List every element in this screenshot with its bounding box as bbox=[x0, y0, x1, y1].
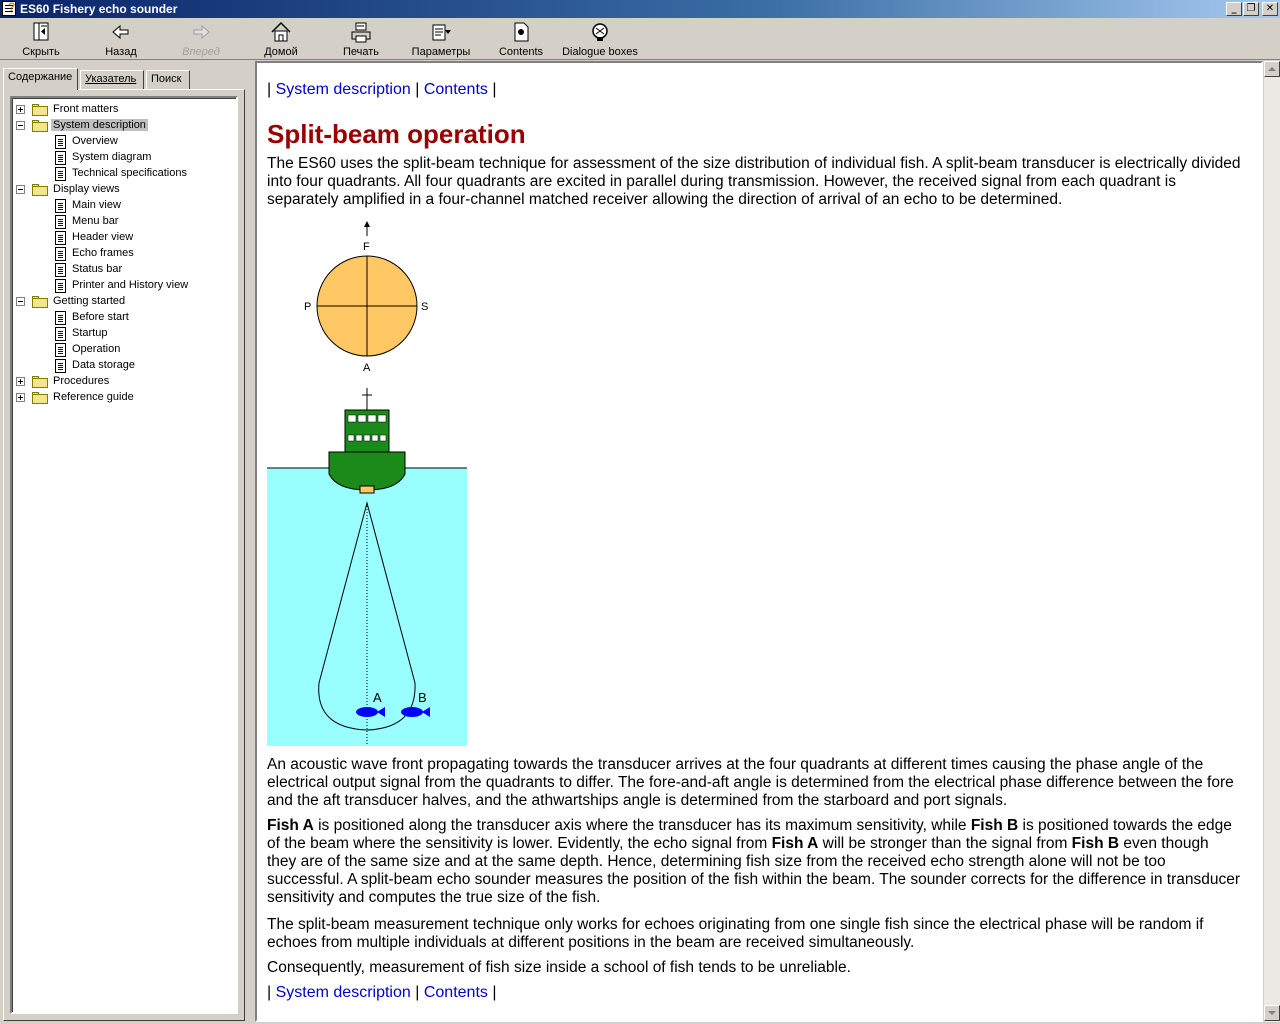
tree-item[interactable] bbox=[12, 102, 232, 118]
nav-separator: | bbox=[267, 984, 272, 1001]
minimize-button[interactable]: _ bbox=[1226, 2, 1242, 16]
page-icon bbox=[55, 327, 66, 341]
nav-separator: | bbox=[267, 81, 272, 98]
scroll-up-button[interactable] bbox=[1264, 61, 1280, 77]
tree-item-label: Technical specifications bbox=[72, 167, 187, 179]
tree-item-label: Operation bbox=[72, 343, 121, 355]
conclusion-paragraph: Consequently, measurement of fish size inside a school of fish tends to be unreliable. bbox=[267, 959, 851, 976]
tab-index-label: Указатель bbox=[85, 73, 137, 85]
tab-index[interactable] bbox=[80, 70, 144, 89]
page-title: Split-beam operation bbox=[267, 119, 526, 149]
page-icon bbox=[55, 311, 66, 325]
collapse-minus-icon[interactable] bbox=[16, 297, 25, 306]
tree-item[interactable] bbox=[12, 374, 232, 390]
folder-icon bbox=[32, 120, 48, 132]
tab-search[interactable] bbox=[146, 70, 190, 89]
tree-item[interactable] bbox=[12, 214, 232, 230]
fish-text-3: will be stronger than the signal from bbox=[818, 835, 1072, 852]
page-icon bbox=[55, 247, 66, 261]
tree-item-label: System description bbox=[53, 119, 146, 131]
wave-front-paragraph: An acoustic wave front propagating towards the transducer arrives at the four quadrants at different times causing the phase angle of the electrical output signal from the quadrants to differ. The fore-and-aft angle is determined from the electrical phase difference between the fore and the aft transducer halves, and the athwartships angle is determined from the starboard and port signals. bbox=[267, 756, 1234, 809]
fish-text-1: is positioned along the transducer axis where the transducer has its maximum sensitivity, while bbox=[313, 817, 971, 834]
options-label: Параметры bbox=[411, 46, 471, 58]
contents-button[interactable] bbox=[494, 20, 548, 58]
label-aft: A bbox=[363, 362, 371, 374]
page-icon bbox=[55, 151, 66, 165]
nav-separator: | bbox=[415, 81, 420, 98]
home-button[interactable] bbox=[254, 20, 308, 58]
page-icon bbox=[55, 279, 66, 293]
tree-item[interactable] bbox=[12, 342, 232, 358]
tree-item-label: Overview bbox=[72, 135, 118, 147]
tree-item[interactable] bbox=[12, 198, 232, 214]
fish-a-bold: Fish A bbox=[267, 817, 314, 834]
folder-icon bbox=[32, 376, 48, 388]
back-arrow-icon bbox=[109, 20, 133, 44]
label-starboard: S bbox=[421, 301, 429, 313]
help-app-icon bbox=[2, 1, 16, 16]
tab-contents-label: Содержание bbox=[8, 71, 73, 83]
tree-item[interactable] bbox=[12, 278, 232, 294]
label-port: P bbox=[304, 301, 312, 313]
contents-label: Contents bbox=[498, 46, 544, 58]
tree-item-label: Menu bar bbox=[72, 215, 119, 227]
pane-splitter[interactable] bbox=[248, 61, 255, 1024]
tree-item-label: Before start bbox=[72, 311, 129, 323]
fore-arrow-head bbox=[364, 221, 370, 227]
tree-item-label: Header view bbox=[72, 231, 134, 243]
system-description-link[interactable]: System description bbox=[275, 984, 411, 1001]
tree-item-label: Main view bbox=[72, 199, 121, 211]
collapse-minus-icon[interactable] bbox=[16, 185, 25, 194]
tree-item-label: Printer and History view bbox=[72, 279, 189, 291]
toolbar bbox=[0, 18, 1280, 60]
fish-a-bold-2: Fish A bbox=[771, 835, 819, 852]
tree-item[interactable] bbox=[12, 182, 232, 198]
print-label: Печать bbox=[342, 46, 380, 58]
page-icon bbox=[55, 263, 66, 277]
tab-search-label: Поиск bbox=[151, 73, 182, 85]
home-icon bbox=[269, 20, 293, 44]
navigation-pane bbox=[0, 61, 248, 1024]
transducer bbox=[360, 486, 374, 493]
expand-plus-icon[interactable] bbox=[16, 105, 25, 114]
nav-separator: | bbox=[415, 984, 420, 1001]
page-icon bbox=[55, 343, 66, 357]
split-beam-figure bbox=[267, 218, 467, 748]
collapse-minus-icon[interactable] bbox=[16, 121, 25, 130]
bottom-nav-links bbox=[267, 984, 497, 1002]
hide-pane-icon bbox=[29, 20, 53, 44]
tree-item[interactable] bbox=[12, 262, 232, 278]
fish-b-bold-2: Fish B bbox=[1071, 835, 1120, 852]
back-label: Назад bbox=[105, 46, 137, 58]
forward-label: Вперед bbox=[182, 46, 220, 58]
fish-b-label: B bbox=[418, 690, 427, 705]
nav-separator: | bbox=[492, 984, 497, 1001]
tree-item[interactable] bbox=[12, 118, 232, 134]
top-nav-links bbox=[267, 81, 497, 99]
tree-item[interactable] bbox=[12, 246, 232, 262]
home-label: Домой bbox=[264, 46, 298, 58]
tree-item-label: Startup bbox=[72, 327, 108, 339]
contents-tree[interactable] bbox=[10, 96, 238, 1014]
forward-arrow-icon bbox=[189, 20, 213, 44]
fish-comparison-paragraph bbox=[267, 817, 1242, 907]
fish-text-4: even though they are of the same size and at the same depth. Hence, determining fish size from the received echo strength alone will not be too successful. A split-beam echo sounder measures the position of the fish within the beam. The sounder corrects for the difference in transducer sensitivity and computes the true size of the fish. bbox=[267, 835, 1241, 906]
print-button[interactable] bbox=[334, 20, 388, 58]
dialogue-icon bbox=[588, 20, 612, 44]
expand-plus-icon[interactable] bbox=[16, 393, 25, 402]
tree-item[interactable] bbox=[12, 294, 232, 310]
folder-icon bbox=[32, 104, 48, 116]
restore-button[interactable]: ❐ bbox=[1243, 2, 1259, 16]
expand-plus-icon[interactable] bbox=[16, 377, 25, 386]
dialogue-boxes-button[interactable] bbox=[560, 20, 640, 58]
tree-item-label: Procedures bbox=[53, 375, 110, 387]
content-scrollbar[interactable] bbox=[1263, 61, 1280, 1022]
page-icon bbox=[55, 359, 66, 373]
system-description-link[interactable]: System description bbox=[275, 81, 411, 98]
page-icon bbox=[55, 135, 66, 149]
dialogue-label: Dialogue boxes bbox=[562, 46, 638, 58]
tree-item[interactable] bbox=[12, 310, 232, 326]
intro-paragraph: The ES60 uses the split-beam technique for assessment of the size distribution of individual fish. A split-beam transducer is electrically divided into four quadrants. All four quadrants are excited in parallel during transmission. However, the received signal from each quadrant is separately amplified in a four-channel matched receiver allowing the direction of arrival of an echo to be determined. bbox=[267, 155, 1241, 208]
tree-item-label: Echo frames bbox=[72, 247, 134, 259]
tree-item-label: System diagram bbox=[72, 151, 152, 163]
page-icon bbox=[55, 231, 66, 245]
fish-a-label: A bbox=[373, 690, 382, 705]
tree-item[interactable] bbox=[12, 358, 232, 374]
page-icon bbox=[55, 215, 66, 229]
folder-icon bbox=[32, 392, 48, 404]
folder-icon bbox=[32, 296, 48, 308]
printer-icon bbox=[349, 20, 373, 44]
close-button[interactable]: ✕ bbox=[1262, 2, 1278, 16]
page-icon bbox=[55, 167, 66, 181]
hide-label: Скрыть bbox=[22, 46, 60, 58]
tab-contents[interactable] bbox=[3, 68, 78, 90]
tree-item-label: Status bar bbox=[72, 263, 123, 275]
forward-button[interactable] bbox=[174, 20, 228, 58]
fish-b-bold: Fish B bbox=[970, 817, 1019, 834]
topic-content bbox=[255, 61, 1263, 1022]
tree-item[interactable] bbox=[12, 150, 232, 166]
tree-item-label: Display views bbox=[53, 183, 120, 195]
scroll-down-button[interactable] bbox=[1264, 1005, 1280, 1021]
back-button[interactable] bbox=[94, 20, 148, 58]
contents-link[interactable]: Contents bbox=[423, 81, 488, 98]
tree-item-label: Front matters bbox=[53, 103, 119, 115]
folder-icon bbox=[32, 184, 48, 196]
tree-item-label: Getting started bbox=[53, 295, 126, 307]
vessel-hull bbox=[329, 452, 405, 490]
document-icon bbox=[509, 20, 533, 44]
options-icon bbox=[429, 20, 453, 44]
measurement-paragraph: The split-beam measurement technique only works for echoes originating from one single fish since the electrical phase will be random if echoes from multiple individuals at different positions in the beam are received simultaneously. bbox=[267, 916, 1204, 951]
tree-item-label: Data storage bbox=[72, 359, 135, 371]
options-button[interactable] bbox=[406, 20, 476, 58]
tree-item[interactable] bbox=[12, 326, 232, 342]
fish-text-2: is positioned towards the edge of the beam where the sensitivity is lower. Evidently, the echo signal from bbox=[267, 817, 1232, 852]
title-bar bbox=[0, 0, 1280, 18]
nav-separator: | bbox=[492, 81, 497, 98]
tree-item-label: Reference guide bbox=[53, 391, 134, 403]
label-fore: F bbox=[363, 241, 370, 253]
tree-item[interactable] bbox=[12, 230, 232, 246]
tree-item[interactable] bbox=[12, 390, 232, 406]
page-icon bbox=[55, 199, 66, 213]
contents-link[interactable]: Contents bbox=[423, 984, 488, 1001]
window-title: ES60 Fishery echo sounder bbox=[20, 2, 178, 16]
tree-item[interactable] bbox=[12, 134, 232, 150]
tree-item[interactable] bbox=[12, 166, 232, 182]
hide-button[interactable] bbox=[14, 20, 68, 58]
contents-tab-panel bbox=[3, 89, 245, 1021]
